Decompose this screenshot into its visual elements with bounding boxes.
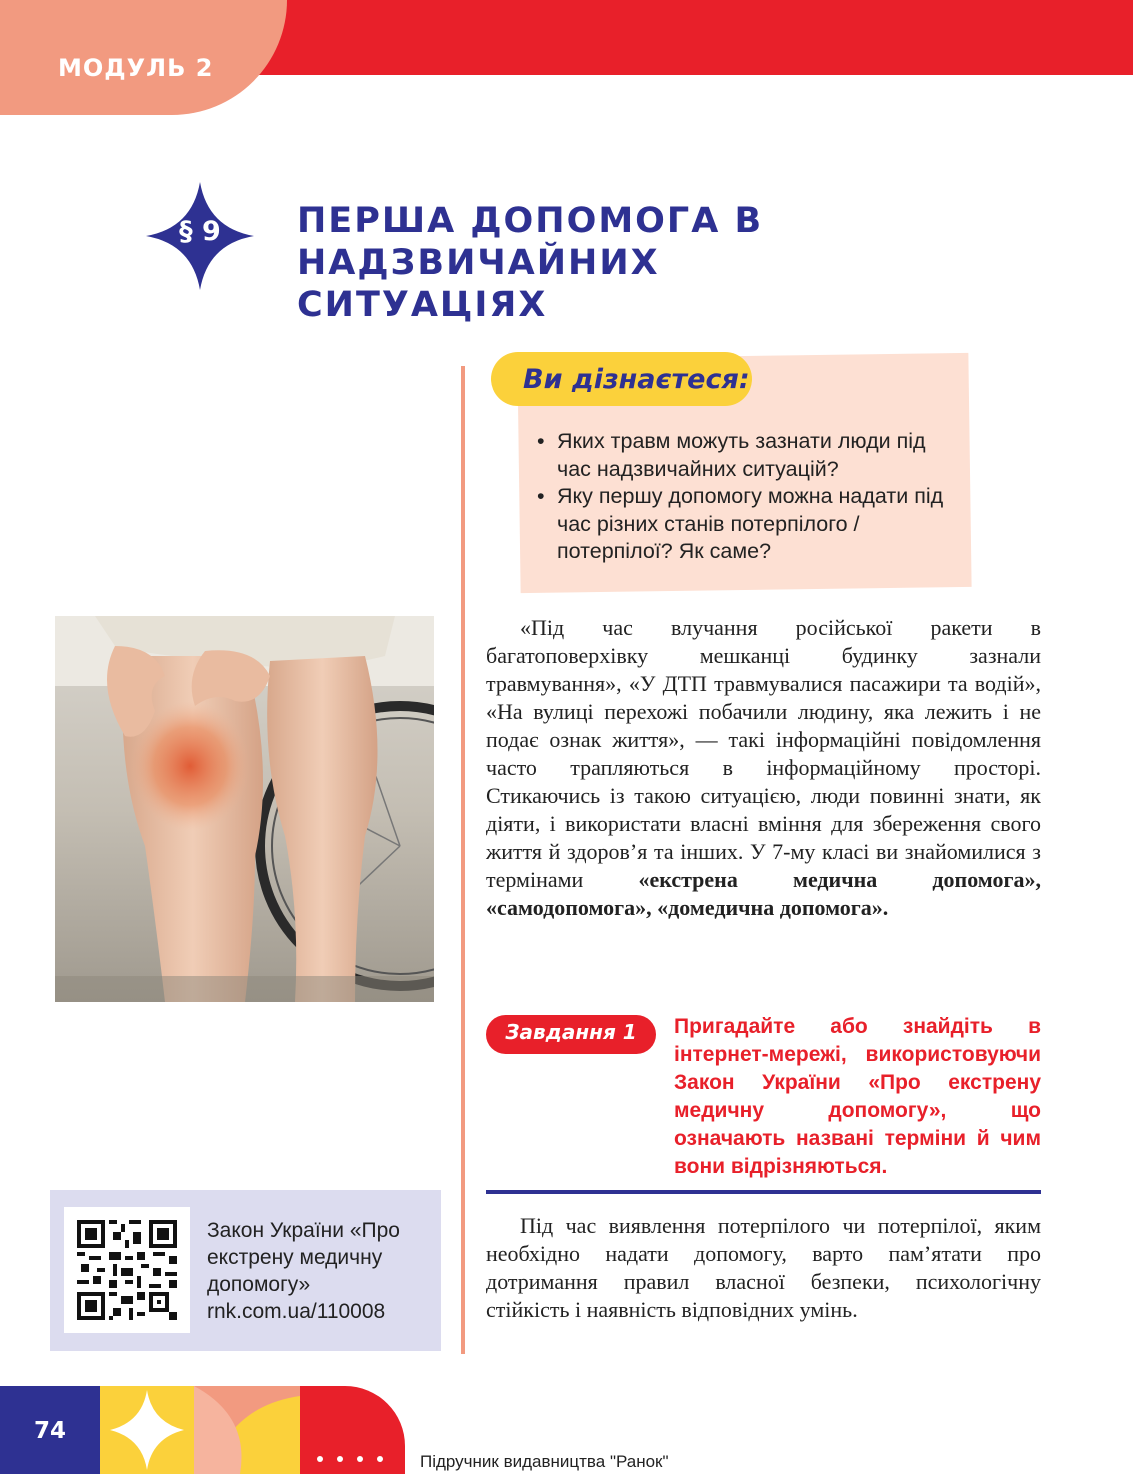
intro-paragraph-text: «Під час влучання російської ракети в багатоповерхівку мешканці будинку зазнали травмування», «У ДТП травмувалися пасажири та водій», «На вулиці перехожі побачили людину, яка лежить і не подає ознак життя», — такі інформаційні повідомлення часто трапляються в інформаційному просторі. Стикаючись із такою ситуацією, люди повинні знати, як діяти, і використати власні вміння для збереження свого життя й здоров’я та інших. У 7-му класі ви знайомилися з термінами [486,615,1041,892]
footer-red-block [300,1386,405,1474]
column-divider [461,366,465,1354]
learn-item: • Яких травм можуть зазнати люди під час надзвичайних ситуацій? [537,428,957,483]
learn-title: Ви дізнаєтеся: [523,364,750,395]
qr-caption-line2: екстрену медичну [207,1246,383,1269]
qr-code-icon[interactable] [77,1220,177,1320]
qr-caption-line1: Закон України «Про [207,1219,400,1242]
intro-paragraph-end: . [882,895,889,920]
learn-item: • Яку першу допомогу можна надати під час різних станів потерпілого / потерпілої? Як саме? [537,483,957,566]
task-divider [486,1190,1041,1194]
task-text: Пригадайте або знайдіть в інтернет-мережі, використовуючи Закон України «Про екстрену медичну допомогу», що означають названі терміни й чим вони відрізняються. [674,1015,1041,1178]
publisher-credit: Підручник видавництва "Ранок" [420,1452,669,1471]
module-label: МОДУЛЬ 2 [58,54,214,82]
learn-list [537,428,957,566]
task-label: Завдання 1 [505,1020,637,1044]
intro-paragraph [486,614,1041,922]
qr-caption-line3: допомогу» [207,1273,311,1296]
page-number: 74 [33,1418,66,1444]
qr-caption [207,1217,437,1325]
chapter-title-line2: СИТУАЦІЯХ [297,285,548,325]
safety-paragraph: Під час виявлення потерпілого чи потерпілої, яким необхідно надати допомогу, варто пам’ятати про дотримання правил власної безпеки, психологічну стійкість і наявність відповідних умінь. [486,1213,1041,1322]
chapter-title [297,200,1037,326]
intro-paragraph-terms: «екстрена медична допомога», «самодопомога», «домедична допомога» [486,867,1041,920]
injured-knee-photo [55,616,434,1002]
qr-link[interactable]: rnk.com.ua/110008 [207,1300,386,1323]
chapter-title-line1: ПЕРША ДОПОМОГА В НАДЗВИЧАЙНИХ [297,201,764,283]
section-number: § 9 [179,216,221,247]
